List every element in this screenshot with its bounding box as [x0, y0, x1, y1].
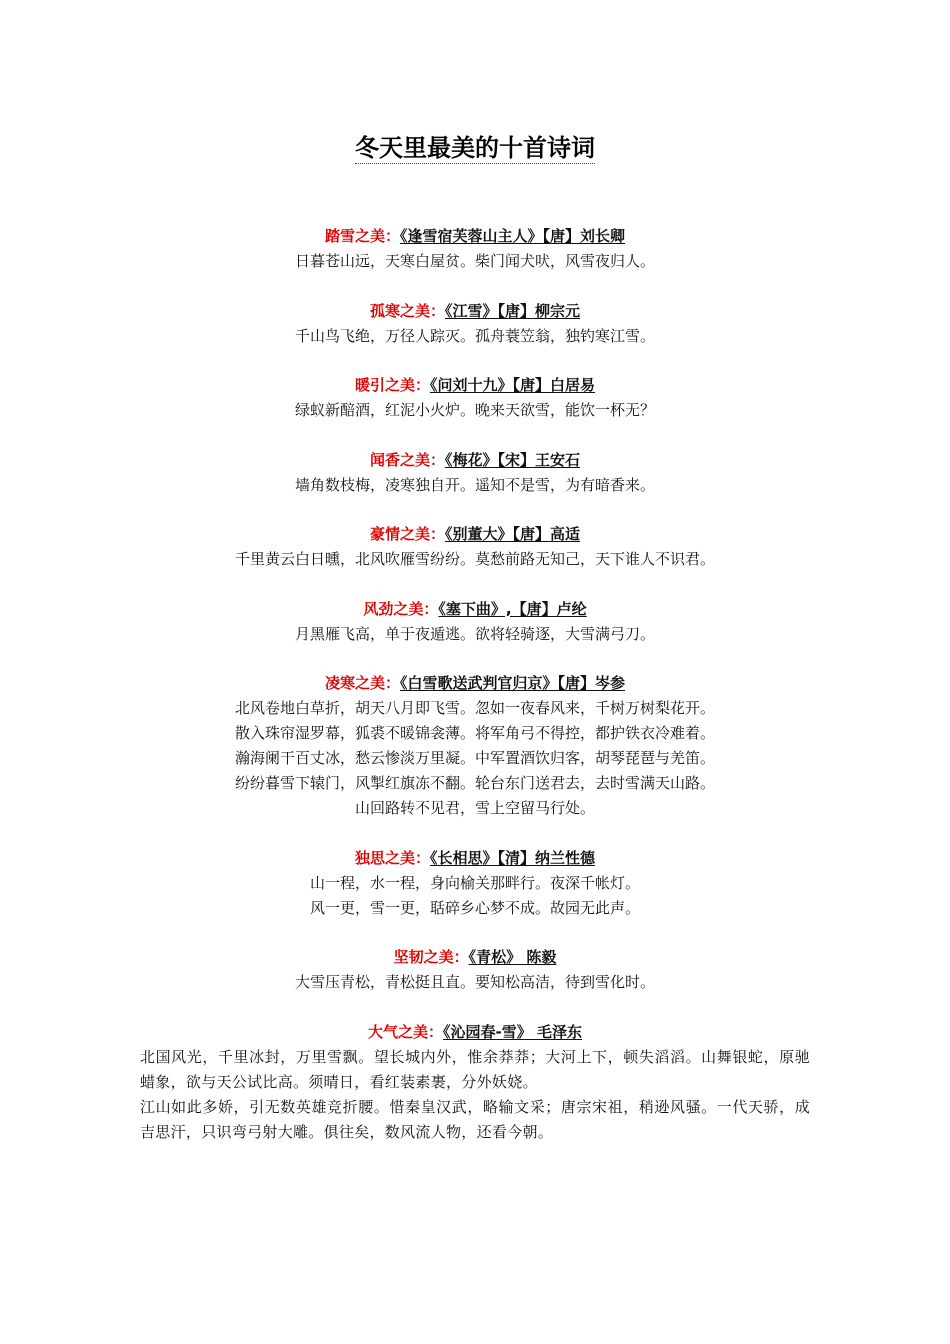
poem-line: 散入珠帘湿罗幕，狐裘不暖锦衾薄。将军角弓不得控，都护铁衣冷难着。: [234, 724, 715, 742]
poem-block: [140, 846, 810, 921]
poem-source: 《沁园春-雪》 毛泽东: [443, 1022, 582, 1041]
poem-theme: 闻香之美：: [369, 450, 445, 469]
poem-source: 《问刘十九》【唐】白居易: [430, 376, 596, 394]
poem-heading: [140, 448, 810, 473]
poem-paragraph: 北国风光，千里冰封，万里雪飘。望长城内外，惟余莽莽；大河上下，顿失滔滔。山舞银蛇，原驰蜡象，欲与天公试比高。须晴日，看红装素裹，分外妖娆。: [140, 1047, 810, 1091]
poem-line: 山一程，水一程，身向榆关那畔行。夜深千帐灯。: [309, 873, 640, 892]
poem-block: [140, 373, 810, 423]
poem-block: [140, 597, 810, 647]
poem-block: [140, 945, 810, 995]
poem-theme: 孤寒之美：: [369, 301, 445, 320]
poem-heading: [140, 224, 810, 249]
poem-theme: 暖引之美：: [354, 376, 430, 394]
poem-source: 《别董大》【唐】高适: [445, 525, 581, 543]
poem-heading: [140, 846, 810, 871]
poem-heading: [140, 1020, 810, 1045]
poem-heading: [140, 671, 810, 696]
poem-line: 千里黄云白日曛，北风吹雁雪纷纷。莫愁前路无知己，天下谁人不识君。: [234, 550, 715, 568]
poem-block: [140, 1020, 810, 1145]
poem-line: 北风卷地白草折，胡天八月即飞雪。忽如一夜春风来，千树万树梨花开。: [234, 699, 715, 717]
poem-line: 大雪压青松，青松挺且直。要知松高洁，待到雪化时。: [294, 973, 655, 991]
poem-line: 月黑雁飞高，单于夜遁逃。欲将轻骑逐，大雪满弓刀。: [294, 624, 655, 643]
poem-line: 绿蚁新醅酒，红泥小火炉。晚来天欲雪，能饮一杯无？: [294, 401, 655, 419]
document-title-text: 冬天里最美的十首诗词: [355, 134, 595, 162]
poem-heading: [140, 945, 810, 970]
poem-line: 风一更，雪一更，聒碎乡心梦不成。故园无此声。: [309, 898, 640, 917]
poem-line: 瀚海阑干百丈冰，愁云惨淡万里凝。中军置酒饮归客，胡琴琵琶与羌笛。: [234, 749, 715, 767]
poem-block: [140, 299, 810, 349]
poem-theme: 大气之美：: [368, 1022, 444, 1041]
poem-source: 《塞下曲》,【唐】卢纶: [438, 599, 587, 618]
document-title: [0, 128, 950, 168]
poem-paragraph: 江山如此多娇，引无数英雄竞折腰。惜秦皇汉武，略输文采；唐宗宋祖，稍逊风骚。一代天骄，成吉思汗，只识弯弓射大雕。俱往矣，数风流人物，还看今朝。: [140, 1097, 810, 1141]
poem-source: 《逢雪宿芙蓉山主人》【唐】刘长卿: [400, 227, 626, 245]
poem-source: 《梅花》【宋】王安石: [445, 450, 581, 469]
poem-source: 《长相思》【清】纳兰性德: [430, 848, 596, 867]
poem-heading: [140, 373, 810, 398]
poem-source: 《白雪歌送武判官归京》【唐】岑参: [400, 674, 626, 692]
poem-block: [140, 448, 810, 498]
poem-theme: 踏雪之美：: [324, 227, 400, 245]
poem-line: 日暮苍山远，天寒白屋贫。柴门闻犬吠，风雪夜归人。: [294, 252, 655, 270]
poem-line: 墙角数枝梅，凌寒独自开。遥知不是雪，为有暗香来。: [294, 475, 655, 494]
poem-block: [140, 671, 810, 821]
poem-source: 《江雪》【唐】柳宗元: [445, 301, 581, 320]
poem-line: 山回路转不见君，雪上空留马行处。: [354, 799, 595, 817]
poem-heading: [140, 299, 810, 324]
poem-theme: 坚韧之美：: [393, 948, 469, 966]
poem-line: 纷纷暮雪下辕门，风掣红旗冻不翻。轮台东门送君去，去时雪满天山路。: [234, 774, 715, 792]
poem-theme: 豪情之美：: [369, 525, 445, 543]
poem-line: 千山鸟飞绝，万径人踪灭。孤舟蓑笠翁，独钓寒江雪。: [294, 326, 655, 345]
poem-source: 《青松》 陈毅: [468, 948, 557, 966]
poem-theme: 风劲之美：: [363, 599, 439, 618]
poem-theme: 凌寒之美：: [324, 674, 400, 692]
poem-theme: 独思之美：: [354, 848, 430, 867]
poem-list: [140, 224, 810, 1169]
poem-block: [140, 522, 810, 572]
poem-block: [140, 224, 810, 274]
poem-heading: [140, 597, 810, 622]
poem-heading: [140, 522, 810, 547]
